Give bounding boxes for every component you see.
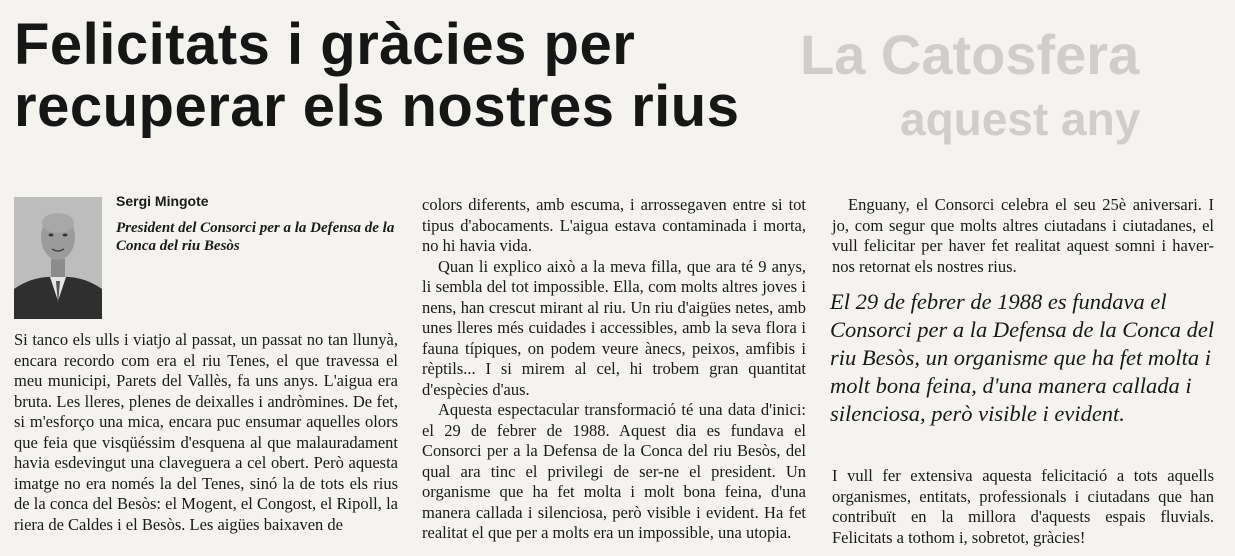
- bleed-through-text-1: La Catosfera: [800, 23, 1140, 86]
- headline-line-2: recuperar els nostres rius: [14, 74, 740, 139]
- headline: [14, 14, 1014, 138]
- author-portrait-illustration: [14, 197, 102, 319]
- paragraph: Aquesta espectacular transformació té una data d'inici: el 29 de febrer de 1988. Aquest dia es fundava el Consorci per a la Defensa de la Conca del riu Besòs, del qual ara tinc el privilegi de ser-ne el president. Un organisme que ha fet molta i molt bona feina, d'una manera callada i silenciosa, però visible i evident. Ha fet realitat el que per a molts era un impossible, una utopia.: [422, 400, 806, 542]
- author-name: Sergi Mingote: [116, 193, 209, 209]
- article-column-3-closing: [832, 466, 1214, 548]
- paragraph: Quan li explico això a la meva filla, que ara té 9 anys, li sembla del tot impossible. Ella, com molts altres joves i nens, han crescut mirant al riu. Un riu d'aigües netes, amb unes lleres més cuidades i accessibles, amb la seva flora i fauna típiques, on podem veure ànecs, peixos, amfibis i rèptils... I si mirem al cel, hi trobem gran quantitat d'espècies d'aus.: [422, 256, 806, 399]
- article-column-2: [422, 195, 806, 544]
- article-column-3: [832, 195, 1214, 277]
- paragraph: I vull fer extensiva aquesta felicitació a tots aquells organismes, entitats, professionals i ciutadans que han contribuït en la millora d'aquests espais fluvials. Felicitats a tothom i, sobretot, gràcies!: [832, 466, 1214, 547]
- headline-line-1: Felicitats i gràcies per: [14, 12, 636, 77]
- paragraph: Enguany, el Consorci celebra el seu 25è aniversari. I jo, com segur que molts altres ciutadans i ciutadanes, el vull felicitar per haver fet realitat aquest somni i haver-nos retornat els nostres rius.: [832, 195, 1214, 276]
- bleed-through-text-2: aquest any: [900, 93, 1141, 145]
- author-photo: [14, 197, 102, 319]
- paragraph: Si tanco els ulls i viatjo al passat, un passat no tan llunyà, encara recordo com era el riu Tenes, el que travessa el meu municipi, Parets del Vallès, fa uns anys. L'aigua era bruta. Les lleres, plenes de deixalles i andròmines. De fet, si m'esforço una mica, encara puc ensumar aquelles olors que feia que visqüéssim d'esquena al que malauradament havia esdevingut una claveguera a cel obert. Però aquesta imatge no era només la del Tenes, sinó la de tots els rius de la conca del Besòs: el Mogent, el Congost, el Ripoll, la riera de Caldes i el Besòs. Les aigües baixaven de: [14, 330, 398, 534]
- article-column-1: [14, 330, 398, 535]
- paragraph: colors diferents, amb escuma, i arrossegaven entre si tot tipus d'abocaments. L'aigua estava contaminada i morta, no hi havia vida.: [422, 195, 806, 255]
- author-role: President del Consorci per a la Defensa de la Conca del riu Besòs: [116, 220, 395, 254]
- pull-quote: El 29 de febrer de 1988 es fundava el Consorci per a la Defensa de la Conca del riu Besòs, un organisme que ha fet molta i molt bona feina, d'una manera callada i silenciosa, però visible i evident.: [830, 289, 1215, 426]
